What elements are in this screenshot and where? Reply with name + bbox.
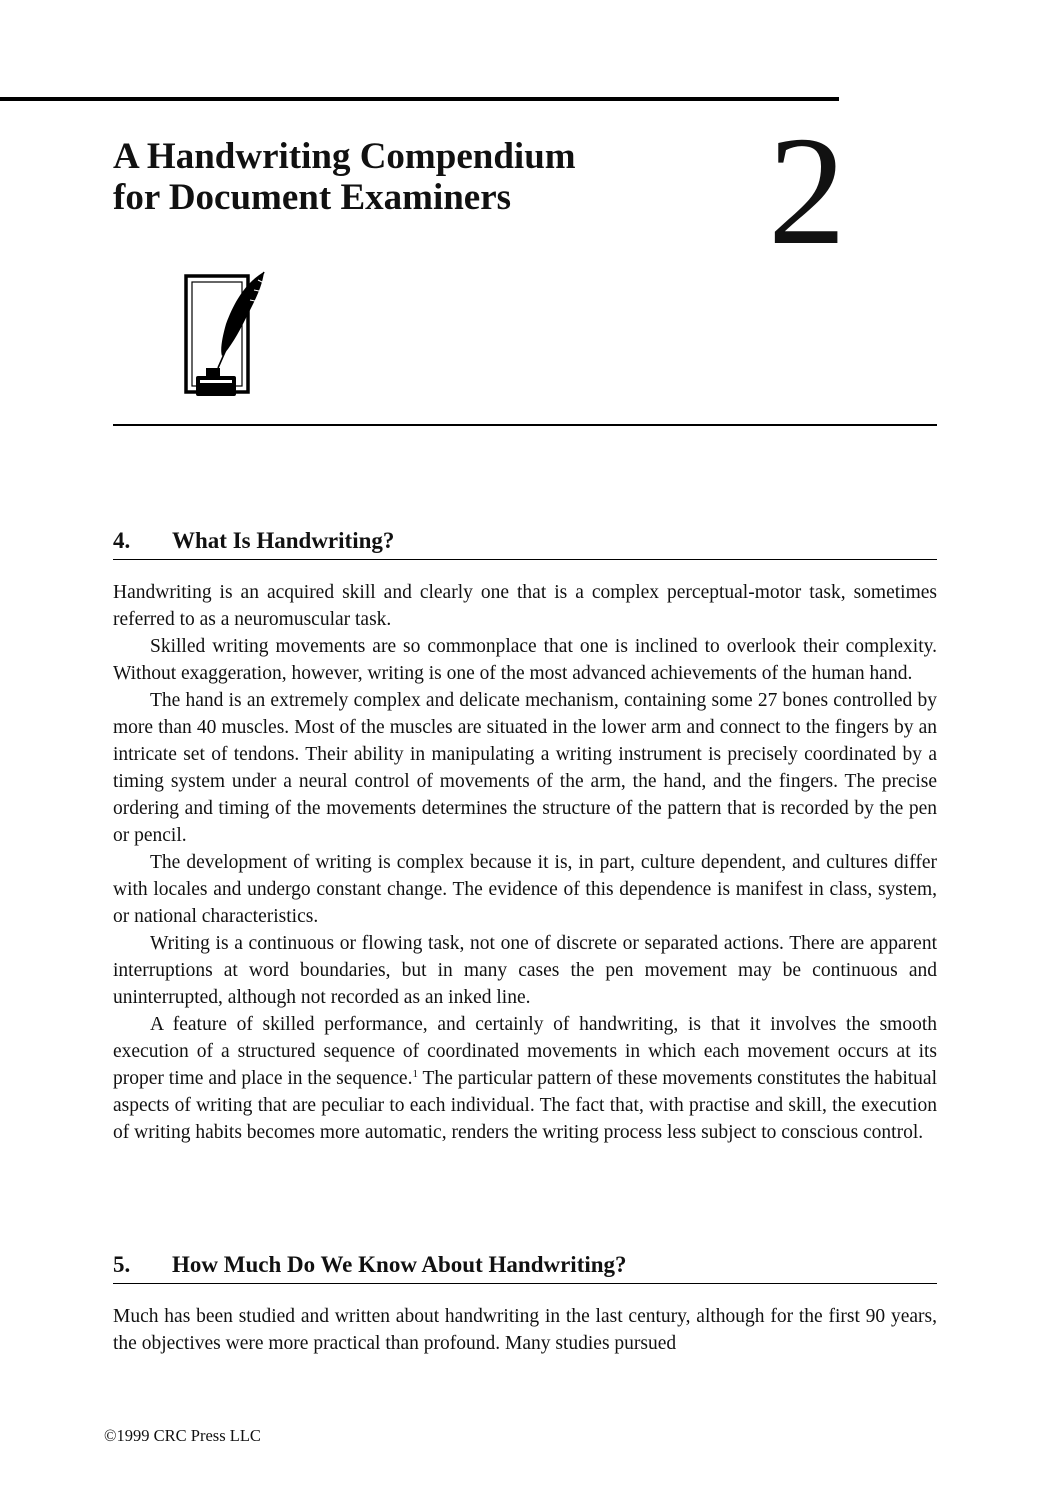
chapter-title	[113, 136, 576, 218]
paragraph-text: A feature of skilled performance, and certainly of handwriting, is that it involves the smooth execution of a structured sequence of coordinated movements in which each movement occurs at its proper time and place in the sequence.	[113, 1014, 937, 1089]
paragraph: The hand is an extremely complex and delicate mechanism, containing some 27 bones controlled by more than 40 muscles. Most of the muscles are situated in the lower arm and connect to the fingers by an intricate set of tendons. Their ability in manipulating a writing instrument is precisely coordinated by a timing system under a neural control of movements of the arm, the hand, and the fingers. The precise ordering and timing of the movements determines the structure of the pattern that is recorded by the pen or pencil.	[113, 690, 937, 846]
chapter-title-line-1: A Handwriting Compendium	[113, 136, 576, 177]
section-4-heading	[113, 526, 937, 560]
chapter-title-line-2: for Document Examiners	[113, 177, 512, 218]
section-4-body	[113, 579, 937, 1146]
section-number: 4.	[113, 528, 131, 553]
paragraph: The development of writing is complex because it is, in part, culture dependent, and cultures differ with locales and undergo constant change. The evidence of this dependence is manifest in class, system, or national characteristics.	[113, 852, 937, 927]
paragraph: Much has been studied and written about handwriting in the last century, although for the first 90 years, the objectives were more practical than profound. Many studies pursued	[113, 1306, 937, 1354]
footnote-reference: 1	[412, 1068, 418, 1080]
paragraph: Handwriting is an acquired skill and clearly one that is a complex perceptual-motor task, sometimes referred to as a neuromuscular task.	[113, 582, 937, 630]
paragraph-text-continued: The particular pattern of these movements constitutes the habitual aspects of writing that are peculiar to each individual. The fact that, with practise and skill, the execution of writing habits becomes more automatic, renders the writing process less subject to conscious control.	[113, 1068, 937, 1143]
chapter-number: 2	[768, 104, 846, 277]
header-bottom-rule	[113, 424, 937, 426]
section-number: 5.	[113, 1252, 131, 1277]
paragraph: Skilled writing movements are so commonplace that one is inclined to overlook their complexity. Without exaggeration, however, writing is one of the most advanced achievements of the human hand.	[113, 636, 937, 684]
top-rule	[0, 97, 839, 101]
section-5-heading	[113, 1250, 937, 1284]
copyright-footer: ©1999 CRC Press LLC	[104, 1426, 261, 1445]
section-title: How Much Do We Know About Handwriting?	[172, 1252, 627, 1277]
section-title: What Is Handwriting?	[172, 528, 395, 553]
quill-inkwell-icon	[180, 268, 270, 400]
paragraph: Writing is a continuous or flowing task, not one of discrete or separated actions. There are apparent interruptions at word boundaries, but in many cases the pen movement may be continuous and uninterrupted, although not recorded as an inked line.	[113, 933, 937, 1008]
paragraph	[113, 1011, 937, 1146]
section-5-body	[113, 1303, 937, 1357]
